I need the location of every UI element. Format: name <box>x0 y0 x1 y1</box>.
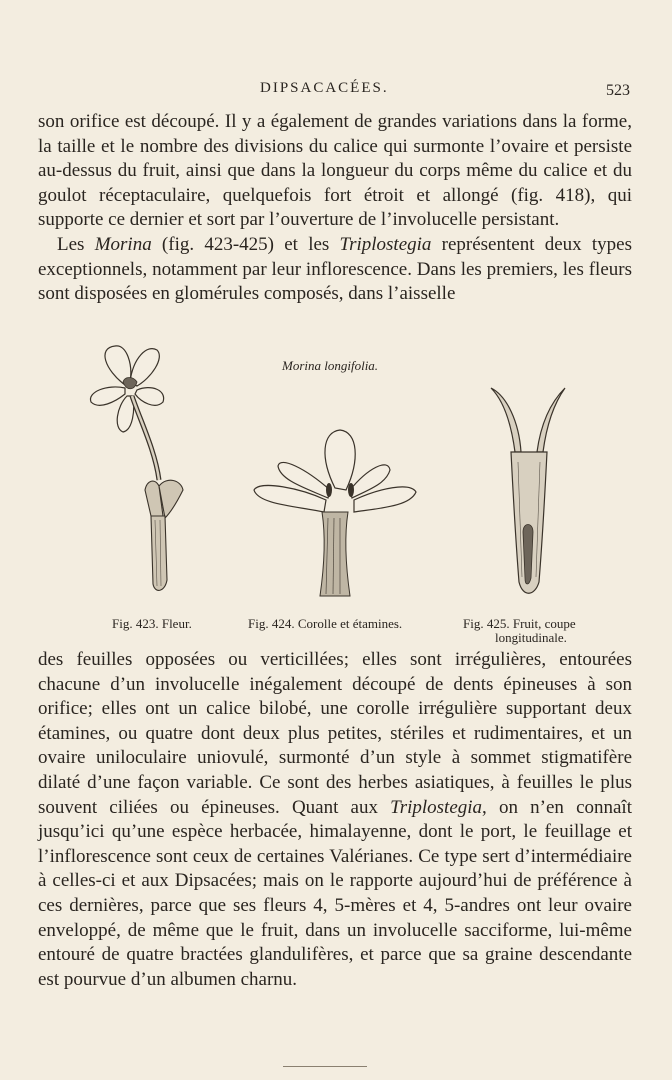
paragraph-2-rest: représentent deux types exceptionnels, notamment par leur inflorescence. Dans les premiers, les fleurs sont disposées en glomérules composés, dans l’aisselle <box>38 233 633 305</box>
corolla-illustration <box>250 428 420 600</box>
caption-fig-425-line2: longitudinale. <box>495 630 567 645</box>
footer-rule <box>283 1066 367 1067</box>
fruit-section-illustration <box>485 382 571 604</box>
genus-triplostegia: Triplostegia <box>339 233 432 255</box>
paragraph-1: son orifice est découpé. Il y a également de grandes variations dans la forme, la taille et le nombre des divisions du calice qui surmonte l’ovaire et persiste au-dessus du fruit, ainsi que dans la longueur du corps même du calice et du goulot réceptaculaire, quelquefois fort étroit et allongé (fig. 418), qui supporte ce dernier et sort par l’ouverture de l’involucelle persistant. <box>38 111 632 231</box>
paragraph-3-text <box>38 648 632 992</box>
paragraph-2-lead: Les <box>57 233 95 255</box>
paragraph-2-middle: (fig. 423-425) et les <box>151 233 340 255</box>
paragraph-3-part1: des feuilles opposées ou verticillées; elles sont irrégulières, entourées chacune d’un involucelle inégalement découpé de dents épineuses à son orifice; elles ont un calice bilobé, une corolle irrégulière supportant deux étamines, ou quatre dont deux plus petites, stériles et rudimentaires, et un ovaire uniloculaire uniovulé, surmonté d’un style à sommet stigmatifère dilaté d’une façon variable. Ce sont des herbes asiatiques, à feuilles le plus souvent ciliées ou épineuses. Quant aux <box>38 649 632 818</box>
page-number: 523 <box>606 82 630 99</box>
paragraph-2 <box>38 233 632 307</box>
caption-fig-424: Fig. 424. Corolle et étamines. <box>248 616 403 631</box>
genus-morina: Morina <box>94 233 152 255</box>
caption-fig-425-line1: Fig. 425. Fruit, coupe <box>463 616 576 631</box>
figure-title: Morina longifolia. <box>282 358 379 373</box>
paragraph-continued <box>38 110 632 307</box>
running-head <box>0 80 672 104</box>
paragraph-3 <box>38 648 632 992</box>
caption-fig-425 <box>463 617 613 645</box>
paragraph-3-part2: , on n’en connaît jusqu’ici qu’une espèce herbacée, himalayenne, dont le port, le feuillage et l’inflorescence sont ceux de certaines Valérianes. Ce type sert d’intermédiaire à celles-ci et aux Dipsacées; mais on le rapporte aujourd’hui de préférence à ces dernières, parce que ses fleurs 4, 5-mères et 4, 5-andres ont leur ovaire enveloppé, de même que le fruit, dans un involucelle sacciforme, lui-même entouré de quatre bractées glandulifères, et parce que sa graine descendante est pourvue d’un albumen charnu. <box>38 796 632 990</box>
running-title: DIPSACACÉES. <box>260 80 389 96</box>
flower-illustration <box>85 340 195 605</box>
caption-fig-423: Fig. 423. Fleur. <box>112 616 192 631</box>
genus-triplostegia-2: Triplostegia <box>390 796 483 818</box>
